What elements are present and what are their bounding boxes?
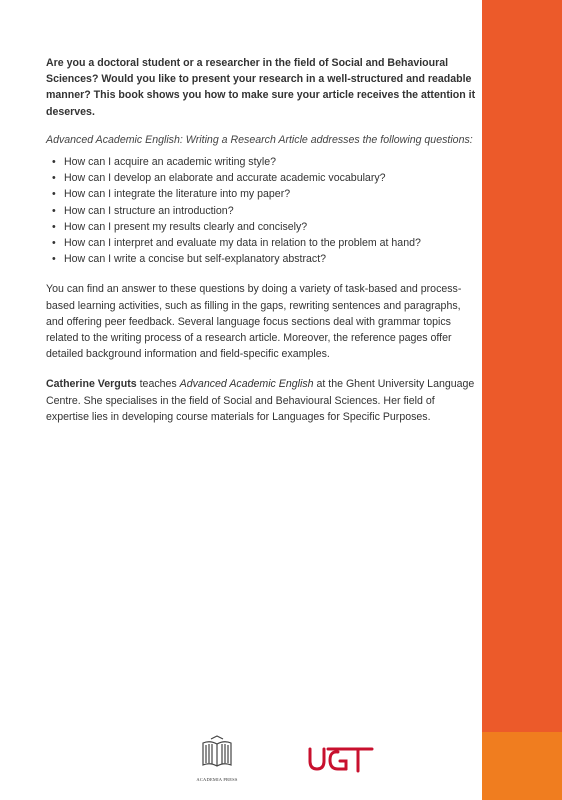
author-name: Catherine Verguts — [46, 378, 137, 391]
academia-press-logo — [194, 735, 240, 782]
answer-paragraph: You can find an answer to these questions by doing a variety of task-based and process-based learning activities, such as filling in the gaps, rewriting sentences and paragraphs, and offering peer feedback. Several language focus sections deal with grammar topics related to the writing process of a research article. Moreover, the reference pages offer detailed background information and field-specific examples. — [46, 283, 462, 361]
list-item: • How can I integrate the literature into my paper? — [52, 186, 476, 202]
author-bio: Catherine Verguts teaches Advanced Academic English at the Ghent University Language Centre. She specialises in the field of Social and Behavioural Sciences. Her field of expertise lies in developing course materials for Languages for Specific Purposes. — [46, 378, 475, 423]
bullet-icon: • — [52, 220, 56, 233]
bullet-icon: • — [52, 253, 56, 266]
bullet-icon: • — [52, 172, 56, 185]
list-item: • How can I acquire an academic writing style? — [52, 154, 476, 170]
list-item: • How can I present my results clearly and concisely? — [52, 219, 476, 235]
list-item: • How can I develop an elaborate and accurate academic vocabulary? — [52, 170, 476, 186]
list-item: • How can I interpret and evaluate my data in relation to the problem at hand? — [52, 235, 476, 251]
bullet-icon: • — [52, 156, 56, 169]
list-item: • How can I write a concise but self-explanatory abstract? — [52, 251, 476, 267]
list-item: • How can I structure an introduction? — [52, 203, 476, 219]
questions-list — [46, 154, 476, 267]
course-title: Advanced Academic English — [179, 378, 314, 391]
bullet-icon: • — [52, 204, 56, 217]
ugent-logo-icon — [306, 745, 376, 775]
back-cover-text — [46, 55, 476, 425]
orange-side-bar-footer — [482, 732, 562, 800]
book-icon — [194, 735, 240, 771]
intro-paragraph: Are you a doctoral student or a researcher in the field of Social and Behavioural Sciences? Would you like to present your research in a well-structured and readable manner? This book shows you how to make sure your article receives the attention it deserves. — [46, 57, 476, 118]
orange-side-bar — [482, 0, 562, 732]
publisher-name: ACADEMIA PRESS — [196, 777, 238, 782]
questions-heading: Advanced Academic English: Writing a Research Article addresses the following questions: — [46, 133, 473, 146]
logos-row — [0, 735, 482, 795]
bullet-icon: • — [52, 188, 56, 201]
bullet-icon: • — [52, 237, 56, 250]
